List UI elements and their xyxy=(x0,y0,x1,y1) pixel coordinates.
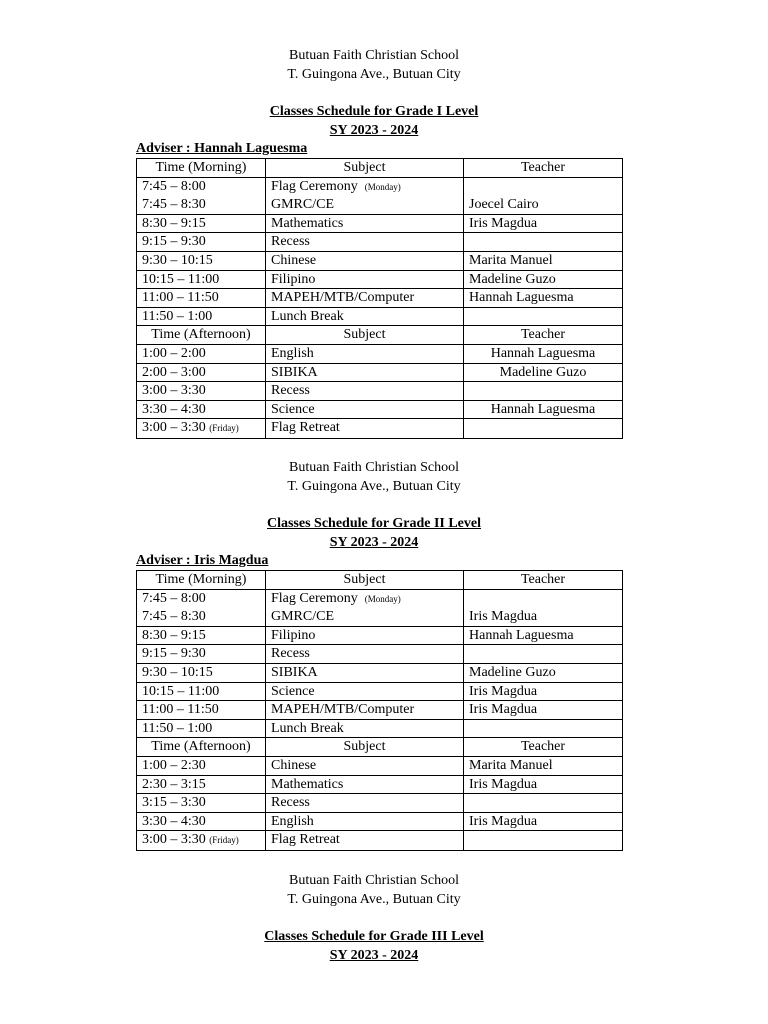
table-header-row xyxy=(137,159,623,178)
teacher-cell xyxy=(464,719,623,738)
time-cell: 3:15 – 3:30 xyxy=(137,794,266,813)
adviser: Adviser : Hannah Laguesma xyxy=(136,141,308,156)
teacher-cell xyxy=(464,645,623,664)
day-note: (Friday) xyxy=(209,423,239,434)
time-cell: 3:00 – 3:30 xyxy=(137,382,266,401)
table-row xyxy=(137,270,623,289)
school-name: Butuan Faith Christian School xyxy=(289,460,459,475)
table-row xyxy=(137,831,623,851)
teacher-cell: Iris Magdua xyxy=(464,812,623,831)
table-row xyxy=(137,812,623,831)
school-year: SY 2023 - 2024 xyxy=(329,948,419,963)
time-text: 3:00 – 3:30 xyxy=(142,420,206,436)
schedule-table xyxy=(136,570,623,851)
teacher-cell: Iris Magdua xyxy=(464,214,623,233)
table-row xyxy=(137,756,623,775)
schedule-grade-2 xyxy=(136,458,622,851)
subject-cell xyxy=(266,177,464,196)
subject-cell: SIBIKA xyxy=(266,663,464,682)
time-cell: 10:15 – 11:00 xyxy=(137,270,266,289)
subject-header: Subject xyxy=(266,159,464,178)
subject-cell: GMRC/CE xyxy=(266,196,464,214)
time-cell: 8:30 – 9:15 xyxy=(137,214,266,233)
schedule-table xyxy=(136,158,623,439)
time-morning-header: Time (Morning) xyxy=(137,571,266,590)
time-cell: 9:15 – 9:30 xyxy=(137,233,266,252)
time-cell: 1:00 – 2:30 xyxy=(137,756,266,775)
schedule-grade-1 xyxy=(136,46,622,439)
teacher-cell: Hannah Laguesma xyxy=(464,344,623,363)
subject-cell: MAPEH/MTB/Computer xyxy=(266,289,464,308)
school-name: Butuan Faith Christian School xyxy=(289,873,459,888)
teacher-cell: Hannah Laguesma xyxy=(464,400,623,419)
table-row xyxy=(137,307,623,326)
subject-cell: Science xyxy=(266,400,464,419)
teacher-cell xyxy=(464,794,623,813)
time-cell: 3:30 – 4:30 xyxy=(137,812,266,831)
subject-header: Subject xyxy=(266,326,464,345)
subject-text: Flag Ceremony xyxy=(271,178,358,194)
subject-cell: Filipino xyxy=(266,270,464,289)
school-year: SY 2023 - 2024 xyxy=(329,535,419,550)
subject-cell xyxy=(266,589,464,608)
teacher-cell xyxy=(464,233,623,252)
table-header-row xyxy=(137,571,623,590)
teacher-cell: Iris Magdua xyxy=(464,701,623,720)
school-name: Butuan Faith Christian School xyxy=(289,48,459,63)
subject-header: Subject xyxy=(266,571,464,590)
day-note: (Monday) xyxy=(364,593,401,604)
subject-cell: English xyxy=(266,812,464,831)
school-address: T. Guingona Ave., Butuan City xyxy=(287,479,461,494)
day-note: (Monday) xyxy=(364,181,401,192)
subject-header: Subject xyxy=(266,738,464,757)
subject-text: Flag Ceremony xyxy=(271,590,358,606)
time-cell: 10:15 – 11:00 xyxy=(137,682,266,701)
time-cell: 7:45 – 8:00 xyxy=(137,589,266,608)
subject-cell: SIBIKA xyxy=(266,363,464,382)
teacher-cell: Hannah Laguesma xyxy=(464,626,623,645)
subject-cell: Recess xyxy=(266,233,464,252)
time-cell: 11:00 – 11:50 xyxy=(137,289,266,308)
teacher-cell xyxy=(464,589,623,608)
schedule-grade-3 xyxy=(136,871,622,965)
day-note: (Friday) xyxy=(209,835,239,846)
table-row xyxy=(137,701,623,720)
table-row xyxy=(137,589,623,608)
subject-cell: MAPEH/MTB/Computer xyxy=(266,701,464,720)
time-cell: 11:00 – 11:50 xyxy=(137,701,266,720)
time-cell: 11:50 – 1:00 xyxy=(137,307,266,326)
subject-cell: Filipino xyxy=(266,626,464,645)
table-row xyxy=(137,419,623,439)
time-cell: 11:50 – 1:00 xyxy=(137,719,266,738)
subject-cell: Chinese xyxy=(266,251,464,270)
time-cell xyxy=(137,831,266,851)
teacher-header: Teacher xyxy=(464,326,623,345)
subject-cell: Science xyxy=(266,682,464,701)
teacher-cell: Iris Magdua xyxy=(464,682,623,701)
time-cell: 9:30 – 10:15 xyxy=(137,251,266,270)
subject-cell: Recess xyxy=(266,382,464,401)
teacher-cell: Iris Magdua xyxy=(464,775,623,794)
time-cell: 7:45 – 8:30 xyxy=(137,196,266,214)
table-row xyxy=(137,233,623,252)
time-cell: 1:00 – 2:00 xyxy=(137,344,266,363)
table-row xyxy=(137,382,623,401)
subject-cell: Flag Retreat xyxy=(266,831,464,851)
subject-cell: Recess xyxy=(266,645,464,664)
time-cell xyxy=(137,419,266,439)
table-row xyxy=(137,682,623,701)
teacher-header: Teacher xyxy=(464,159,623,178)
teacher-cell xyxy=(464,419,623,439)
time-cell: 7:45 – 8:30 xyxy=(137,608,266,626)
subject-cell: Chinese xyxy=(266,756,464,775)
teacher-header: Teacher xyxy=(464,571,623,590)
school-address: T. Guingona Ave., Butuan City xyxy=(287,892,461,907)
subject-cell: Recess xyxy=(266,794,464,813)
time-cell: 2:00 – 3:00 xyxy=(137,363,266,382)
teacher-cell xyxy=(464,382,623,401)
table-row xyxy=(137,663,623,682)
schedule-title: Classes Schedule for Grade I Level xyxy=(269,104,479,119)
subject-cell: Mathematics xyxy=(266,775,464,794)
school-year: SY 2023 - 2024 xyxy=(329,123,419,138)
table-row xyxy=(137,719,623,738)
teacher-cell: Marita Manuel xyxy=(464,756,623,775)
schedule-title: Classes Schedule for Grade III Level xyxy=(264,929,484,944)
teacher-cell: Madeline Guzo xyxy=(464,363,623,382)
schedule-title: Classes Schedule for Grade II Level xyxy=(266,516,481,531)
time-morning-header: Time (Morning) xyxy=(137,159,266,178)
subject-cell: Mathematics xyxy=(266,214,464,233)
table-row xyxy=(137,775,623,794)
table-row xyxy=(137,344,623,363)
teacher-cell xyxy=(464,831,623,851)
table-row xyxy=(137,626,623,645)
time-afternoon-header: Time (Afternoon) xyxy=(137,326,266,345)
teacher-header: Teacher xyxy=(464,738,623,757)
table-header-row xyxy=(137,326,623,345)
table-row xyxy=(137,196,623,214)
table-header-row xyxy=(137,738,623,757)
teacher-cell: Madeline Guzo xyxy=(464,663,623,682)
table-row xyxy=(137,251,623,270)
table-row xyxy=(137,645,623,664)
subject-cell: GMRC/CE xyxy=(266,608,464,626)
teacher-cell: Madeline Guzo xyxy=(464,270,623,289)
subject-cell: Lunch Break xyxy=(266,719,464,738)
teacher-cell xyxy=(464,307,623,326)
subject-cell: English xyxy=(266,344,464,363)
table-row xyxy=(137,608,623,626)
table-row xyxy=(137,289,623,308)
time-cell: 7:45 – 8:00 xyxy=(137,177,266,196)
adviser: Adviser : Iris Magdua xyxy=(136,553,269,568)
table-row xyxy=(137,177,623,196)
teacher-cell: Marita Manuel xyxy=(464,251,623,270)
time-text: 3:00 – 3:30 xyxy=(142,832,206,848)
table-row xyxy=(137,363,623,382)
time-cell: 2:30 – 3:15 xyxy=(137,775,266,794)
teacher-cell xyxy=(464,177,623,196)
time-afternoon-header: Time (Afternoon) xyxy=(137,738,266,757)
table-row xyxy=(137,400,623,419)
time-cell: 3:30 – 4:30 xyxy=(137,400,266,419)
time-cell: 9:30 – 10:15 xyxy=(137,663,266,682)
school-address: T. Guingona Ave., Butuan City xyxy=(287,67,461,82)
table-row xyxy=(137,214,623,233)
teacher-cell: Hannah Laguesma xyxy=(464,289,623,308)
teacher-cell: Joecel Cairo xyxy=(464,196,623,214)
teacher-cell: Iris Magdua xyxy=(464,608,623,626)
subject-cell: Lunch Break xyxy=(266,307,464,326)
subject-cell: Flag Retreat xyxy=(266,419,464,439)
table-row xyxy=(137,794,623,813)
time-cell: 8:30 – 9:15 xyxy=(137,626,266,645)
time-cell: 9:15 – 9:30 xyxy=(137,645,266,664)
